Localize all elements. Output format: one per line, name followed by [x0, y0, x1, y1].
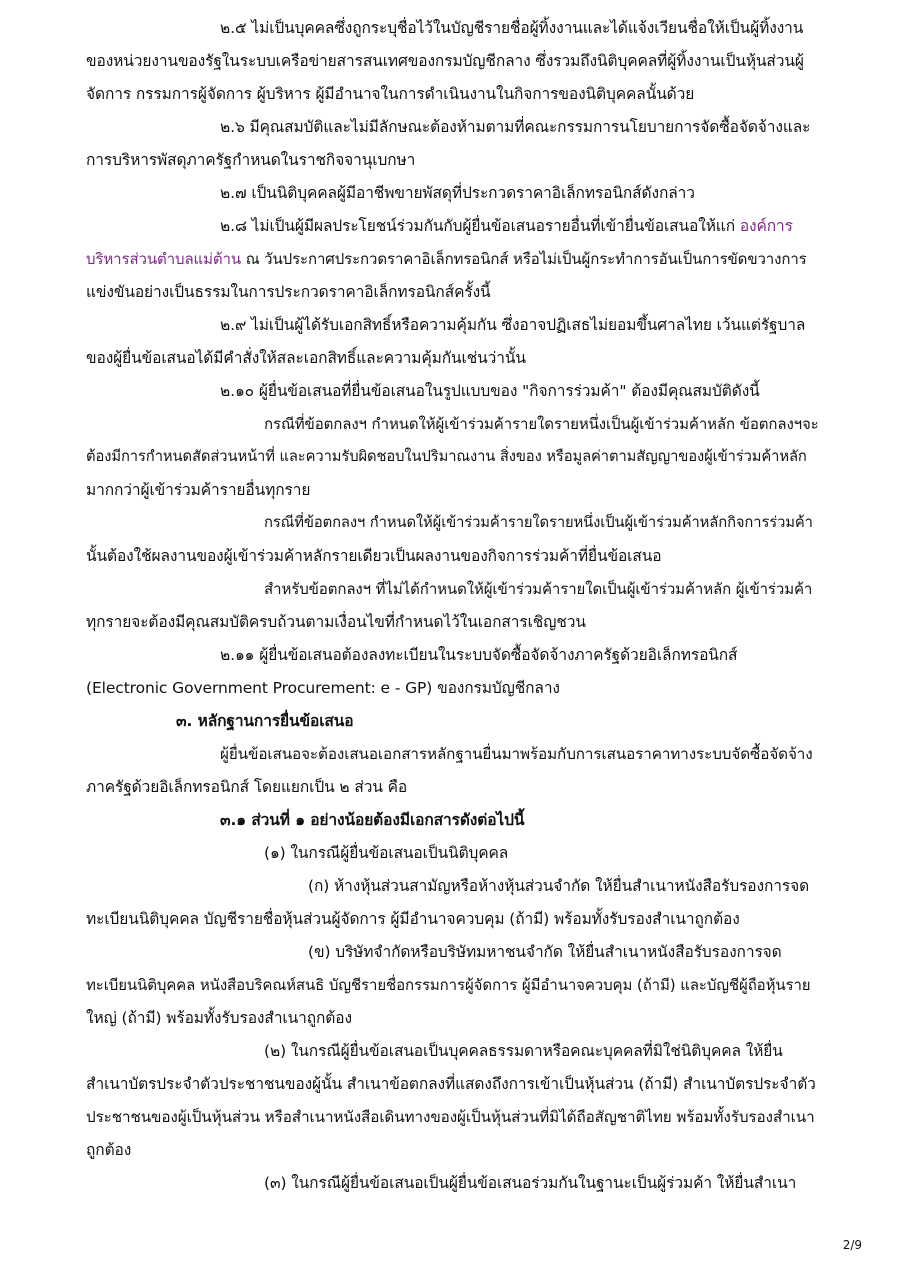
text-line-36: (๓) ในกรณีผู้ยื่นข้อเสนอเป็นผู้ยื่นข้อเสนอร่วมกันในฐานะเป็นผู้ร่วมค้า ให้ยื่นสำเนา [264, 1174, 797, 1192]
text-line-5: การบริหารพัสดุภาครัฐกำหนดในราชกิจจานุเบกษา [86, 151, 416, 169]
text-line-10: ๒.๙ ไม่เป็นผู้ได้รับเอกสิทธิ์หรือความคุ้มกัน ซึ่งอาจปฏิเสธไม่ยอมขึ้นศาลไทย เว้นแต่รัฐบาล [220, 316, 806, 334]
page-number: 2/9 [842, 1238, 862, 1252]
text-line-2: ของหน่วยงานของรัฐในระบบเครือข่ายสารสนเทศของกรมบัญชีกลาง ซึ่งรวมถึงนิติบุคคลที่ผู้ทิ้งงานเป็นหุ้นส่วนผู้ [86, 52, 804, 70]
text-line-12: ๒.๑๐ ผู้ยื่นข้อเสนอที่ยื่นข้อเสนอในรูปแบบของ "กิจการร่วมค้า" ต้องมีคุณสมบัติดังนี้ [220, 382, 760, 400]
text-line-21: (Electronic Government Procurement: e - GP) ของกรมบัญชีกลาง [86, 679, 560, 697]
text-line-35: ถูกต้อง [86, 1141, 132, 1159]
subsection-heading-3-1: ๓.๑ ส่วนที่ ๑ อย่างน้อยต้องมีเอกสารดังต่อไปนี้ [220, 811, 525, 829]
text-line-28: ทะเบียนนิติบุคคล บัญชีรายชื่อหุ้นส่วนผู้จัดการ ผู้มีอำนาจควบคุม (ถ้ามี) พร้อมทั้งรับรองสำเนาถูกต้อง [86, 910, 740, 928]
text-line-31: ใหญ่ (ถ้ามี) พร้อมทั้งรับรองสำเนาถูกต้อง [86, 1009, 352, 1027]
text-line-9: แข่งขันอย่างเป็นธรรมในการประกวดราคาอิเล็กทรอนิกส์ครั้งนี้ [86, 283, 491, 301]
text-line-30: ทะเบียนนิติบุคคล หนังสือบริคณห์สนธิ บัญชีรายชื่อกรรมการผู้จัดการ ผู้มีอำนาจควบคุม (ถ้ามี) และบัญชีผู้ถือหุ้นราย [86, 976, 811, 994]
text-line-15: มากกว่าผู้เข้าร่วมค้ารายอื่นทุกราย [86, 481, 311, 499]
text-line-27: (ก) ห้างหุ้นส่วนสามัญหรือห้างหุ้นส่วนจำกัด ให้ยื่นสำเนาหนังสือรับรองการจด [308, 877, 810, 895]
text-line-23: ผู้ยื่นข้อเสนอจะต้องเสนอเอกสารหลักฐานยื่นมาพร้อมกับการเสนอราคาทางระบบจัดซื้อจัดจ้าง [220, 745, 813, 763]
text-line-34: ประชาชนของผู้เป็นหุ้นส่วน หรือสำเนาหนังสือเดินทางของผู้เป็นหุ้นส่วนที่มิได้ถือสัญชาติไทย พร้อมทั้งรับรองสำเนา [86, 1108, 815, 1126]
text-line-8: บริหารส่วนตำบลแม่ต้าน ณ วันประกาศประกวดราคาอิเล็กทรอนิกส์ หรือไม่เป็นผู้กระทำการอันเป็นการขัดขวางการ [86, 250, 807, 268]
text-line-18: สำหรับข้อตกลงฯ ที่ไม่ได้กำหนดให้ผู้เข้าร่วมค้ารายใดเป็นผู้เข้าร่วมค้าหลัก ผู้เข้าร่วมค้า [264, 580, 813, 598]
text-line-17: นั้นต้องใช้ผลงานของผู้เข้าร่วมค้าหลักรายเดียวเป็นผลงานของกิจการร่วมค้าที่ยื่นข้อเสนอ [86, 547, 662, 565]
text-line-1: ๒.๕ ไม่เป็นบุคคลซึ่งถูกระบุชื่อไว้ในบัญชีรายชื่อผู้ทิ้งงานและได้แจ้งเวียนชื่อให้เป็นผู้ทิ้งงาน [220, 19, 804, 37]
org-name-highlight: บริหารส่วนตำบลแม่ต้าน [86, 250, 242, 268]
text-line-6: ๒.๗ เป็นนิติบุคคลผู้มีอาชีพขายพัสดุที่ประกวดราคาอิเล็กทรอนิกส์ดังกล่าว [220, 184, 695, 202]
text-line-11: ของผู้ยื่นข้อเสนอได้มีคำสั่งให้สละเอกสิทธิ์และความคุ้มกันเช่นว่านั้น [86, 349, 526, 367]
text-line-13: กรณีที่ข้อตกลงฯ กำหนดให้ผู้เข้าร่วมค้ารายใดรายหนึ่งเป็นผู้เข้าร่วมค้าหลัก ข้อตกลงฯจะ [264, 415, 819, 433]
text-line-7: ๒.๘ ไม่เป็นผู้มีผลประโยชน์ร่วมกันกับผู้ยื่นข้อเสนอรายอื่นที่เข้ายื่นข้อเสนอให้แก่ องค์การ [220, 217, 793, 235]
org-name-highlight: องค์การ [739, 217, 793, 235]
section-heading-3: ๓. หลักฐานการยื่นข้อเสนอ [176, 712, 354, 730]
text-line-16: กรณีที่ข้อตกลงฯ กำหนดให้ผู้เข้าร่วมค้ารายใดรายหนึ่งเป็นผู้เข้าร่วมค้าหลักกิจการร่วมค้า [264, 514, 813, 531]
text-line-19: ทุกรายจะต้องมีคุณสมบัติครบถ้วนตามเงื่อนไขที่กำหนดไว้ในเอกสารเชิญชวน [86, 613, 586, 631]
text-line-32: (๒) ในกรณีผู้ยื่นข้อเสนอเป็นบุคคลธรรมดาหรือคณะบุคคลที่มิใช่นิติบุคคล ให้ยื่น [264, 1042, 783, 1060]
text-line-4: ๒.๖ มีคุณสมบัติและไม่มีลักษณะต้องห้ามตามที่คณะกรรมการนโยบายการจัดซื้อจัดจ้างและ [220, 118, 811, 136]
text-line-14: ต้องมีการกำหนดสัดส่วนหน้าที่ และความรับผิดชอบในปริมาณงาน สิ่งของ หรือมูลค่าตามสัญญาของผู้เข้าร่วมค้าหลัก [86, 448, 807, 465]
text-line-24: ภาครัฐด้วยอิเล็กทรอนิกส์ โดยแยกเป็น ๒ ส่วน คือ [86, 778, 408, 796]
text-line-26: (๑) ในกรณีผู้ยื่นข้อเสนอเป็นนิติบุคคล [264, 844, 509, 862]
text-line-20: ๒.๑๑ ผู้ยื่นข้อเสนอต้องลงทะเบียนในระบบจัดซื้อจัดจ้างภาครัฐด้วยอิเล็กทรอนิกส์ [220, 646, 738, 664]
text-line-29: (ข) บริษัทจำกัดหรือบริษัทมหาชนจำกัด ให้ยื่นสำเนาหนังสือรับรองการจด [308, 943, 782, 961]
text-line-3: จัดการ กรรมการผู้จัดการ ผู้บริหาร ผู้มีอำนาจในการดำเนินงานในกิจการของนิติบุคคลนั้นด้วย [86, 85, 695, 103]
text-line-33: สำเนาบัตรประจำตัวประชาชนของผู้นั้น สำเนาข้อตกลงที่แสดงถึงการเข้าเป็นหุ้นส่วน (ถ้ามี) สำเนาบัตรประจำตัว [86, 1075, 816, 1093]
